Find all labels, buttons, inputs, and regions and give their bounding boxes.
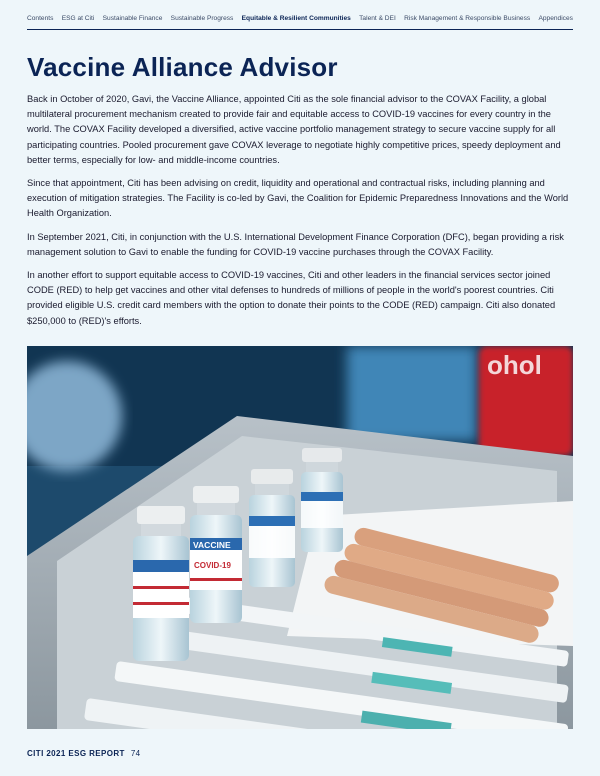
nav-sustainable-finance[interactable]: Sustainable Finance <box>102 15 163 22</box>
nav-talent-dei[interactable]: Talent & DEI <box>359 15 396 22</box>
nav-equitable-communities[interactable]: Equitable & Resilient Communities <box>241 15 351 22</box>
bottle-label: ohol <box>487 350 542 380</box>
nav-contents[interactable]: Contents <box>27 15 54 22</box>
vial-label-vaccine: VACCINE <box>193 540 231 550</box>
paragraph-1: Back in October of 2020, Gavi, the Vaccine Alliance, appointed Citi as the sole financial advisor to the COVAX Facility, a global multilateral procurement mechanism created to provide fair and equitable access to COVID-19 vaccines for every country in the world. The COVAX Facility developed a diversified, active vaccine portfolio management strategy to secure vaccine supply for all participating countries. Pooled procurement gave COVAX leverage to negotiate highly competitive prices, speedy deployment and better terms, especially for low- and middle-income countries. <box>27 94 561 165</box>
vaccine-vials-photo <box>27 346 573 729</box>
vial-back-right <box>301 448 343 552</box>
nav-risk-management[interactable]: Risk Management & Responsible Business <box>404 15 531 22</box>
paragraph-4: In another effort to support equitable access to COVID-19 vaccines, Citi and other leaders in the financial services sector joined CODE (RED) to help get vaccines and other vital defenses to hundreds of millions of people in the world's poorest countries. Citi provided eligible U.S. credit card members with the option to donate their points to the CODE (RED) campaign. Citi also donated $250,000 to (RED)'s efforts. <box>27 270 556 326</box>
vaccine-vials-illustration <box>27 346 573 729</box>
article-body <box>27 92 575 337</box>
page-number: 74 <box>130 749 141 758</box>
top-navigation <box>27 15 573 22</box>
nav-divider <box>27 29 573 30</box>
page-title: Vaccine Alliance Advisor <box>27 52 338 82</box>
vial-label-covid: COVID-19 <box>194 561 231 570</box>
vial-front-center <box>190 486 242 623</box>
vial-back-left <box>249 469 295 587</box>
vial-front-left <box>133 506 189 661</box>
paragraph-3: In September 2021, Citi, in conjunction with the U.S. International Development Finance Corporation (DFC), began providing a risk management solution to Gavi to enable the funding for COVID-19 vaccine purchases through the COVAX Facility. <box>27 231 564 257</box>
footer-report-name: CITI 2021 ESG REPORT <box>27 749 125 758</box>
nav-esg-at-citi[interactable]: ESG at Citi <box>61 15 95 22</box>
nav-sustainable-progress[interactable]: Sustainable Progress <box>170 15 234 22</box>
paragraph-2: Since that appointment, Citi has been advising on credit, liquidity and operational and contractual risks, including planning and execution of mitigation strategies. The Facility is co-led by Gavi, the Coalition for Epidemic Preparedness Innovations and the World Health Organization. <box>27 178 569 219</box>
nav-appendices[interactable]: Appendices <box>538 15 573 22</box>
page-footer <box>27 749 141 758</box>
